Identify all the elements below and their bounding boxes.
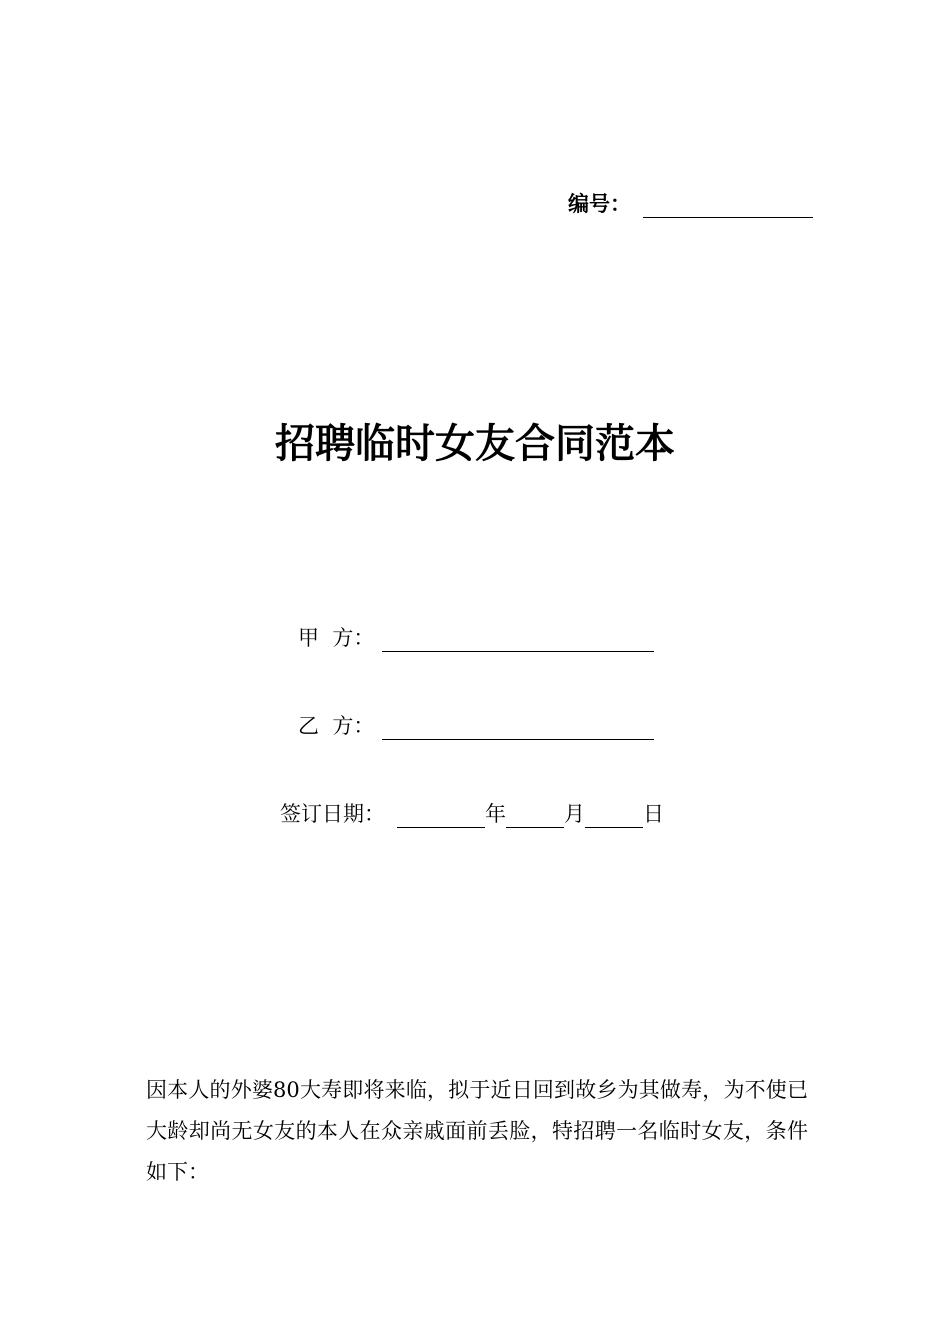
- party-a-blank[interactable]: [382, 631, 654, 652]
- body-paragraph: 因本人的外婆80大寿即将来临，拟于近日回到故乡为其做寿，为不使已大龄却尚无女友的本人在众亲戚面前丢脸，特招聘一名临时女友，条件如下：: [146, 1078, 808, 1184]
- party-b-blank[interactable]: [382, 719, 654, 740]
- serial-number-label: 编号：: [568, 192, 631, 216]
- sign-date-field: [280, 798, 664, 828]
- sign-date-year-blank[interactable]: [397, 807, 485, 828]
- sign-date-month-unit: 月: [564, 802, 585, 826]
- serial-number-blank[interactable]: [643, 195, 813, 218]
- party-a-field: [298, 622, 654, 652]
- serial-number-field: [568, 188, 813, 218]
- sign-date-day-blank[interactable]: [585, 807, 643, 828]
- party-b-label: 乙 方：: [298, 714, 375, 738]
- document-title: 招聘临时女友合同范本: [275, 421, 675, 467]
- party-a-label: 甲 方：: [298, 626, 375, 650]
- party-b-field: [298, 710, 654, 740]
- sign-date-month-blank[interactable]: [506, 807, 564, 828]
- sign-date-label: 签订日期：: [280, 802, 385, 826]
- sign-date-year-unit: 年: [485, 802, 506, 826]
- sign-date-day-unit: 日: [643, 802, 664, 826]
